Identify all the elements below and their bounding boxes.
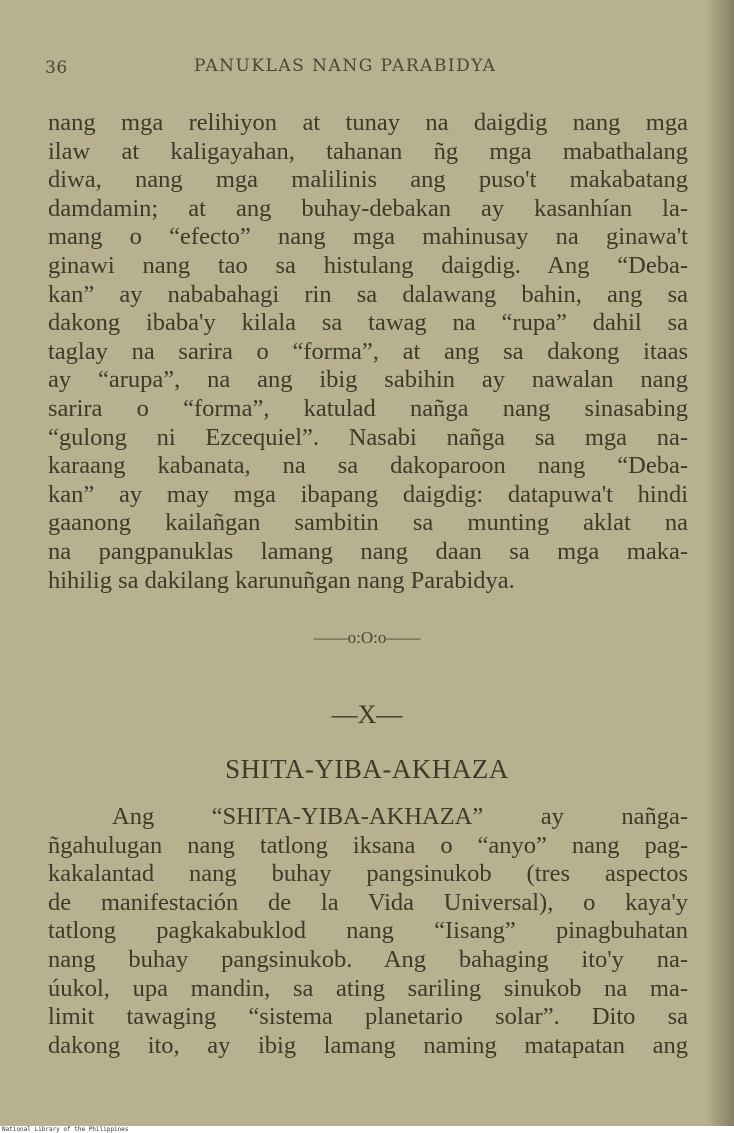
text-line: nang buhay pangsinukob. Ang bahaging ito'y na- <box>48 945 688 973</box>
text-line: ay “arupa”, na ang ibig sabihin ay nawalan nang <box>48 366 688 394</box>
text-line: mang o “efecto” nang mga mahinusay na ginawa't <box>48 223 688 251</box>
chapter-title: SHITA-YIBA-AKHAZA <box>225 754 509 784</box>
text-line: Ang “SHITA-YIBA-AKHAZA” ay nañga- <box>112 803 688 830</box>
text-line: kakalantad nang buhay pangsinukob (tres aspectos <box>48 860 688 888</box>
text-line: dakong ibaba'y kilala sa tawag na “rupa” dahil sa <box>48 309 688 337</box>
text-line: limit tawaging “sistema planetario solar”. Dito sa <box>48 1003 688 1031</box>
text-line: kan” ay nababahagi rin sa dalawang bahin, ang sa <box>48 280 688 308</box>
page-number: 36 <box>45 58 68 78</box>
text-line: sarira o “forma”, katulad nañga nang sinasabing <box>48 394 688 422</box>
text-line: ñgahulugan nang tatlong iksana o “anyo” nang pag- <box>48 831 688 859</box>
text-line: ilaw at kaligayahan, tahanan ñg mga mabathalang <box>48 137 688 165</box>
text-line: tatlong pagkakabuklod nang “Iisang” pinagbuhatan <box>48 917 688 945</box>
section-ornament: ——o:O:o—— <box>313 628 421 647</box>
page-header <box>0 54 734 82</box>
page-edge-shadow <box>706 0 734 1126</box>
text-line: úukol, upa mandin, sa ating sariling sinukob na ma- <box>48 974 688 1002</box>
text-line: diwa, nang mga malilinis ang puso't makabatang <box>48 166 688 194</box>
text-line: kan” ay may mga ibapang daigdig: datapuwa't hindi <box>48 480 688 508</box>
chapter-numeral: —X— <box>331 700 403 729</box>
text-line: “gulong ni Ezcequiel”. Nasabi nañga sa mga na- <box>48 423 688 451</box>
paragraph-2 <box>48 803 688 1060</box>
running-head: PANUKLAS NANG PARABIDYA <box>194 56 497 76</box>
text-line: damdamin; at ang buhay-debakan ay kasanhían la- <box>48 194 688 222</box>
text-line: dakong ito, ay ibig lamang naming matapatan ang <box>48 1031 688 1059</box>
text-line: karaang kabanata, na sa dakoparoon nang “Deba- <box>48 452 688 480</box>
text-line: ginawi nang tao sa histulang daigdig. Ang “Deba- <box>48 251 688 279</box>
text-line: hihilig sa dakilang karunuñgan nang Parabidya. <box>48 566 515 594</box>
text-line: taglay na sarira o “forma”, at ang sa dakong itaas <box>48 337 688 365</box>
text-line: de manifestación de la Vida Universal), o kaya'y <box>48 888 688 916</box>
library-footer: National Library of the Philippines <box>2 1126 129 1133</box>
paragraph-1 <box>48 109 688 595</box>
text-line: gaanong kailañgan sambitin sa munting aklat na <box>48 509 688 537</box>
text-line: nang mga relihiyon at tunay na daigdig nang mga <box>48 109 688 136</box>
text-line: na pangpanuklas lamang nang daan sa mga maka- <box>48 537 688 565</box>
